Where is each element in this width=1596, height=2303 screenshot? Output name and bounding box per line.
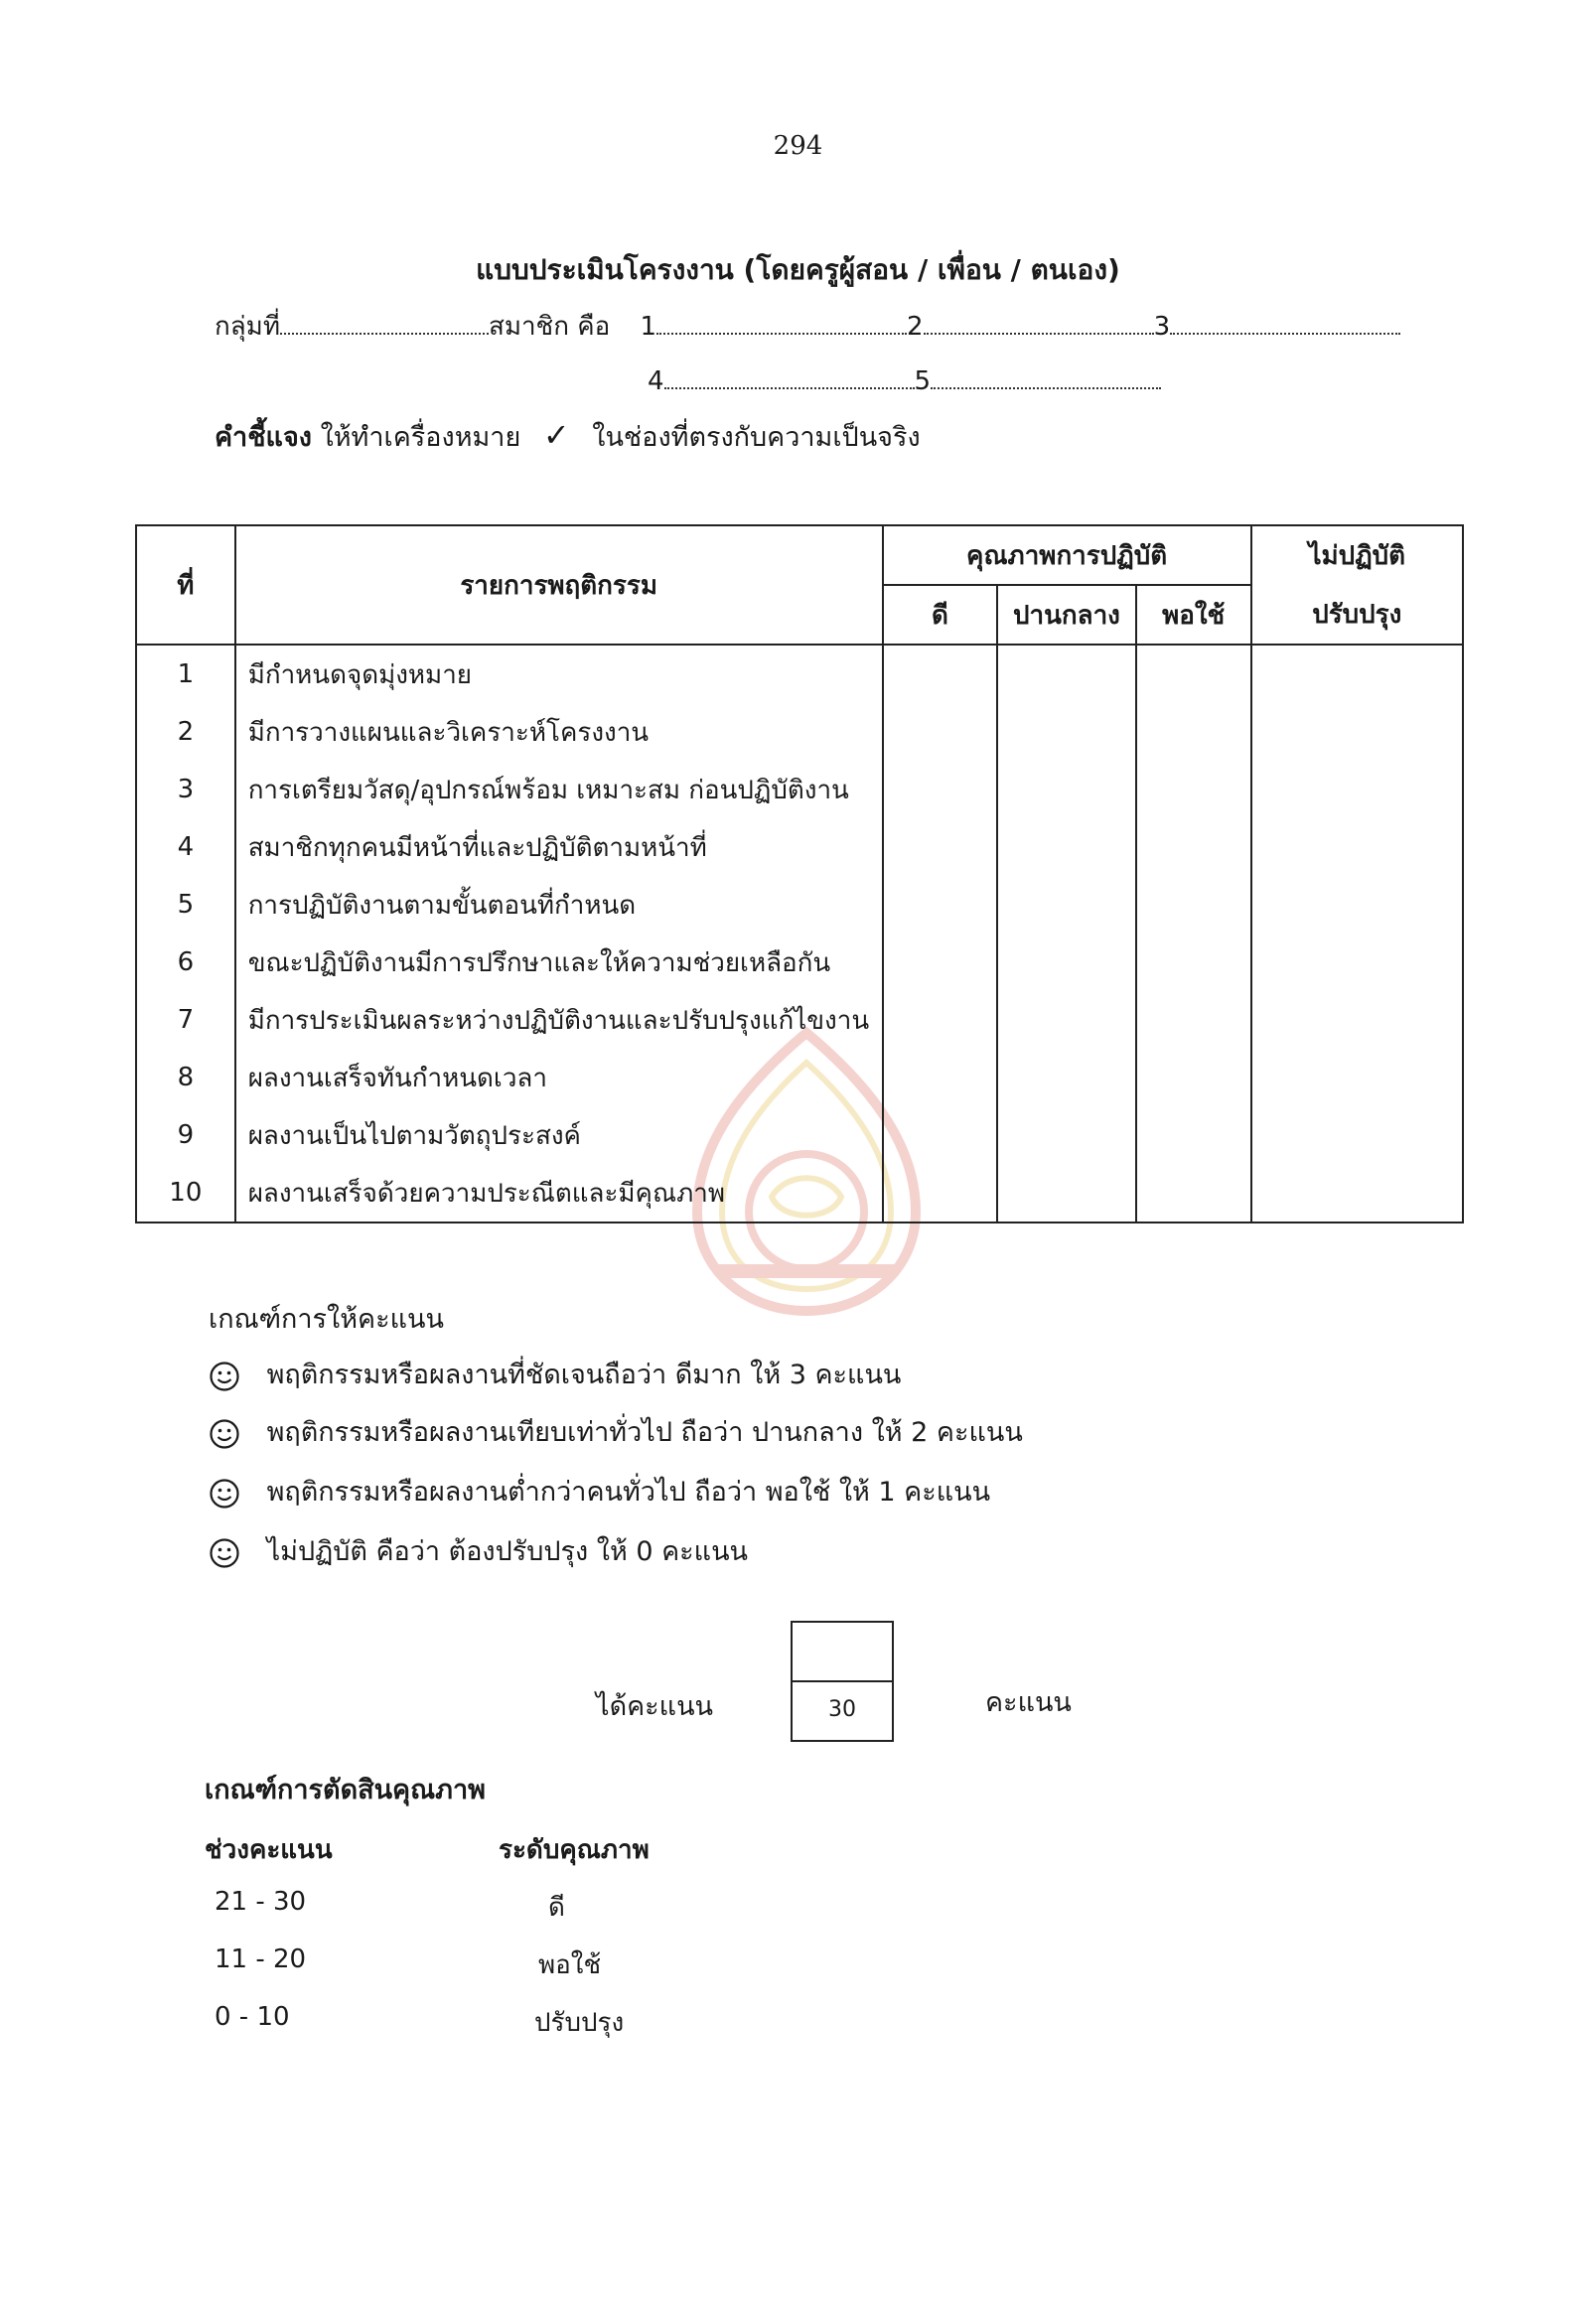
cell-fair[interactable]	[1136, 1164, 1251, 1223]
smiley-icon	[209, 1418, 240, 1450]
cell-medium[interactable]	[997, 703, 1136, 761]
cell-medium[interactable]	[997, 1164, 1136, 1223]
table-row	[136, 1164, 1463, 1223]
members-label: สมาชิก คือ	[488, 312, 611, 342]
col-header-fair: พอใช้	[1136, 585, 1251, 645]
score-label: ได้คะแนน	[596, 1691, 713, 1722]
row-number: 5	[136, 876, 235, 934]
cell-good[interactable]	[883, 645, 998, 703]
criteria-item	[209, 1470, 990, 1512]
cell-fair[interactable]	[1136, 761, 1251, 818]
criteria-item	[209, 1529, 748, 1572]
cell-medium[interactable]	[997, 876, 1136, 934]
cell-good[interactable]	[883, 1164, 998, 1223]
member-number-2: 2	[907, 312, 924, 342]
criteria-heading: เกณฑ์การให้คะแนน	[209, 1304, 444, 1335]
judgement-range: 21 - 30	[215, 1887, 307, 1917]
cell-fair[interactable]	[1136, 1106, 1251, 1164]
member-number-1: 1	[640, 312, 657, 342]
instruction	[215, 415, 921, 458]
judgement-col-level: ระดับคุณภาพ	[499, 1835, 650, 1865]
table-row	[136, 876, 1463, 934]
judgement-col-range: ช่วงคะแนน	[205, 1835, 333, 1865]
cell-improve[interactable]	[1251, 761, 1463, 818]
criteria-item	[209, 1410, 1023, 1453]
cell-improve[interactable]	[1251, 1106, 1463, 1164]
table-row	[136, 934, 1463, 991]
col-header-no: ที่	[136, 525, 235, 645]
col-header-medium: ปานกลาง	[997, 585, 1136, 645]
row-item: การปฏิบัติงานตามขั้นตอนที่กำหนด	[235, 876, 883, 934]
cell-improve[interactable]	[1251, 934, 1463, 991]
table-row	[136, 761, 1463, 818]
score-box	[791, 1621, 894, 1742]
criteria-text: พฤติกรรมหรือผลงานที่ชัดเจนถือว่า ดีมาก ให้ 3 คะแนน	[266, 1360, 902, 1390]
cell-good[interactable]	[883, 761, 998, 818]
row-number: 8	[136, 1049, 235, 1106]
member-blank-2[interactable]	[924, 311, 1154, 335]
cell-medium[interactable]	[997, 645, 1136, 703]
smiley-icon	[209, 1478, 240, 1510]
cell-medium[interactable]	[997, 1049, 1136, 1106]
table-row	[136, 703, 1463, 761]
row-number: 4	[136, 818, 235, 876]
score-max: 30	[828, 1697, 856, 1722]
criteria-text: พฤติกรรมหรือผลงานต่ำกว่าคนทั่วไป ถือว่า พอใช้ ให้ 1 คะแนน	[266, 1477, 991, 1508]
smiley-icon	[209, 1361, 240, 1392]
cell-fair[interactable]	[1136, 934, 1251, 991]
instruction-label: คำชี้แจง	[215, 422, 312, 453]
judgement-range: 11 - 20	[215, 1944, 307, 1974]
cell-medium[interactable]	[997, 934, 1136, 991]
judgement-range: 0 - 10	[215, 2002, 290, 2032]
table-row	[136, 991, 1463, 1049]
row-item: ขณะปฏิบัติงานมีการปรึกษาและให้ความช่วยเหลือกัน	[235, 934, 883, 991]
judgement-heading: เกณฑ์การตัดสินคุณภาพ	[205, 1775, 486, 1805]
group-label: กลุ่มที่	[215, 312, 280, 342]
cell-good[interactable]	[883, 1049, 998, 1106]
row-item: มีกำหนดจุดมุ่งหมาย	[235, 645, 883, 703]
row-number: 1	[136, 645, 235, 703]
table-row	[136, 818, 1463, 876]
cell-fair[interactable]	[1136, 876, 1251, 934]
row-number: 7	[136, 991, 235, 1049]
judgement-level: พอใช้	[538, 1950, 602, 1980]
member-number-4: 4	[648, 366, 664, 396]
member-number-3: 3	[1153, 312, 1171, 342]
group-blank[interactable]	[280, 311, 489, 335]
col-header-item: รายการพฤติกรรม	[235, 525, 883, 645]
score-unit: คะแนน	[985, 1687, 1072, 1718]
judgement-level: ปรับปรุง	[534, 2008, 625, 2038]
col-header-not-done: ไม่ปฏิบัติ	[1251, 525, 1463, 585]
row-item: มีการประเมินผลระหว่างปฏิบัติงานและปรับปรุงแก้ไขงาน	[235, 991, 883, 1049]
cell-fair[interactable]	[1136, 1049, 1251, 1106]
cell-good[interactable]	[883, 934, 998, 991]
table-row	[136, 1049, 1463, 1106]
cell-improve[interactable]	[1251, 876, 1463, 934]
judgement-level: ดี	[548, 1893, 565, 1923]
row-item: ผลงานเป็นไปตามวัตถุประสงค์	[235, 1106, 883, 1164]
row-item: มีการวางแผนและวิเคราะห์โครงงาน	[235, 703, 883, 761]
cell-medium[interactable]	[997, 761, 1136, 818]
instruction-text-after: ในช่องที่ตรงกับความเป็นจริง	[592, 422, 921, 453]
cell-medium[interactable]	[997, 1106, 1136, 1164]
member-blank-4[interactable]	[664, 365, 915, 389]
row-number: 3	[136, 761, 235, 818]
cell-good[interactable]	[883, 991, 998, 1049]
page-number: 294	[773, 131, 823, 161]
instruction-text-before: ให้ทำเครื่องหมาย	[320, 422, 521, 453]
cell-good[interactable]	[883, 1106, 998, 1164]
criteria-item	[209, 1353, 901, 1395]
score-input[interactable]	[793, 1623, 892, 1682]
cell-improve[interactable]	[1251, 818, 1463, 876]
row-item: ผลงานเสร็จด้วยความประณีตและมีคุณภาพ	[235, 1164, 883, 1223]
cell-fair[interactable]	[1136, 703, 1251, 761]
row-number: 9	[136, 1106, 235, 1164]
cell-fair[interactable]	[1136, 818, 1251, 876]
cell-medium[interactable]	[997, 818, 1136, 876]
cell-good[interactable]	[883, 818, 998, 876]
row-item: สมาชิกทุกคนมีหน้าที่และปฏิบัติตามหน้าที่	[235, 818, 883, 876]
cell-improve[interactable]	[1251, 645, 1463, 703]
check-mark-icon: ✓	[542, 416, 570, 454]
cell-improve[interactable]	[1251, 1049, 1463, 1106]
criteria-text: ไม่ปฏิบัติ คือว่า ต้องปรับปรุง ให้ 0 คะแนน	[266, 1536, 748, 1567]
cell-improve[interactable]	[1251, 703, 1463, 761]
member-blank-5[interactable]	[931, 365, 1161, 389]
col-header-good: ดี	[883, 585, 998, 645]
row-item: ผลงานเสร็จทันกำหนดเวลา	[235, 1049, 883, 1106]
smiley-icon	[209, 1537, 240, 1569]
col-header-improve: ปรับปรุง	[1251, 585, 1463, 645]
table-row	[136, 1106, 1463, 1164]
cell-improve[interactable]	[1251, 991, 1463, 1049]
col-header-quality-group: คุณภาพการปฏิบัติ	[883, 525, 1251, 585]
group-members-line-1	[215, 306, 1400, 347]
member-blank-1[interactable]	[656, 311, 907, 335]
form-title: แบบประเมินโครงงาน (โดยครูผู้สอน / เพื่อน / ตนเอง)	[476, 253, 1120, 286]
row-number: 6	[136, 934, 235, 991]
member-number-5: 5	[914, 366, 932, 396]
criteria-text: พฤติกรรมหรือผลงานเทียบเท่าทั่วไป ถือว่า ปานกลาง ให้ 2 คะแนน	[266, 1417, 1023, 1448]
cell-improve[interactable]	[1251, 1164, 1463, 1223]
row-item: การเตรียมวัสดุ/อุปกรณ์พร้อม เหมาะสม ก่อนปฏิบัติงาน	[235, 761, 883, 818]
cell-good[interactable]	[883, 876, 998, 934]
row-number: 10	[136, 1164, 235, 1223]
row-number: 2	[136, 703, 235, 761]
evaluation-table	[135, 524, 1464, 1223]
cell-good[interactable]	[883, 703, 998, 761]
table-row	[136, 645, 1463, 703]
member-blank-3[interactable]	[1170, 311, 1400, 335]
cell-medium[interactable]	[997, 991, 1136, 1049]
group-members-line-2	[648, 365, 1161, 396]
cell-fair[interactable]	[1136, 991, 1251, 1049]
cell-fair[interactable]	[1136, 645, 1251, 703]
